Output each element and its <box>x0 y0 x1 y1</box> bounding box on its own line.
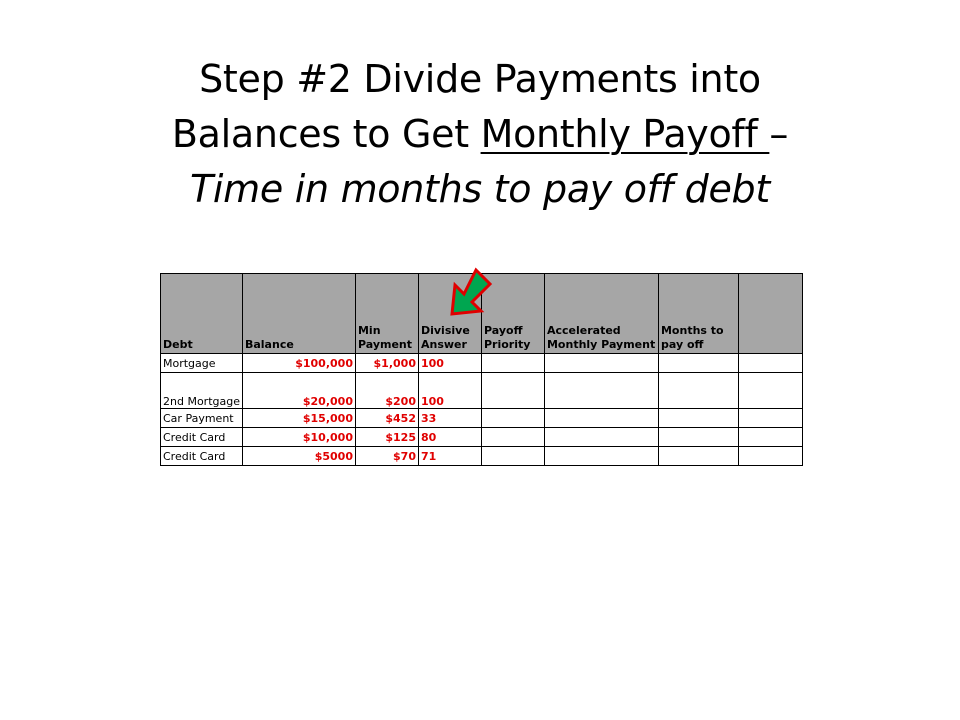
cell-balance: $100,000 <box>242 354 355 373</box>
cell-payoff-priority <box>481 373 544 409</box>
cell-months-to-pay-off <box>658 409 738 428</box>
header-divisive-answer: Divisive Answer <box>418 274 481 354</box>
title-line-2 <box>40 107 920 162</box>
title-line-1: Step #2 Divide Payments into <box>199 57 761 101</box>
header-balance: Balance <box>242 274 355 354</box>
cell-debt: Credit Card <box>161 447 243 466</box>
cell-extra <box>738 373 802 409</box>
cell-divisive-answer: 100 <box>418 354 481 373</box>
cell-accelerated-payment <box>544 373 658 409</box>
cell-min-payment: $200 <box>355 373 418 409</box>
cell-accelerated-payment <box>544 428 658 447</box>
arrow-down-left-icon <box>445 267 495 319</box>
cell-months-to-pay-off <box>658 354 738 373</box>
title-line-2-prefix: Balances to Get <box>171 112 481 156</box>
cell-divisive-answer: 80 <box>418 428 481 447</box>
table-row <box>161 373 803 409</box>
cell-divisive-answer: 71 <box>418 447 481 466</box>
cell-payoff-priority <box>481 354 544 373</box>
table-row <box>161 447 803 466</box>
title-monthly-payoff: Monthly Payoff <box>480 112 770 156</box>
table-row <box>161 428 803 447</box>
header-months-to-pay-off: Months to pay off <box>658 274 738 354</box>
cell-min-payment: $70 <box>355 447 418 466</box>
header-debt: Debt <box>161 274 243 354</box>
cell-balance: $20,000 <box>242 373 355 409</box>
cell-months-to-pay-off <box>658 428 738 447</box>
cell-payoff-priority <box>481 409 544 428</box>
cell-balance: $15,000 <box>242 409 355 428</box>
cell-balance: $5000 <box>242 447 355 466</box>
header-payoff-priority: Payoff Priority <box>481 274 544 354</box>
header-accelerated-payment: Accelerated Monthly Payment <box>544 274 658 354</box>
table-row <box>161 354 803 373</box>
cell-months-to-pay-off <box>658 447 738 466</box>
header-min-payment: Min Payment <box>355 274 418 354</box>
cell-extra <box>738 447 802 466</box>
cell-min-payment: $452 <box>355 409 418 428</box>
cell-min-payment: $1,000 <box>355 354 418 373</box>
cell-debt: 2nd Mortgage <box>161 373 243 409</box>
cell-divisive-answer: 100 <box>418 373 481 409</box>
cell-extra <box>738 354 802 373</box>
cell-divisive-answer: 33 <box>418 409 481 428</box>
cell-payoff-priority <box>481 428 544 447</box>
cell-debt: Mortgage <box>161 354 243 373</box>
cell-accelerated-payment <box>544 447 658 466</box>
cell-debt: Credit Card <box>161 428 243 447</box>
cell-balance: $10,000 <box>242 428 355 447</box>
cell-accelerated-payment <box>544 409 658 428</box>
cell-extra <box>738 428 802 447</box>
cell-min-payment: $125 <box>355 428 418 447</box>
title-line-3: Time in months to pay off debt <box>190 167 770 211</box>
title-dash: – <box>769 112 789 156</box>
table-row <box>161 409 803 428</box>
cell-months-to-pay-off <box>658 373 738 409</box>
cell-debt: Car Payment <box>161 409 243 428</box>
cell-payoff-priority <box>481 447 544 466</box>
header-extra <box>738 274 802 354</box>
cell-accelerated-payment <box>544 354 658 373</box>
cell-extra <box>738 409 802 428</box>
slide-title <box>40 52 920 217</box>
